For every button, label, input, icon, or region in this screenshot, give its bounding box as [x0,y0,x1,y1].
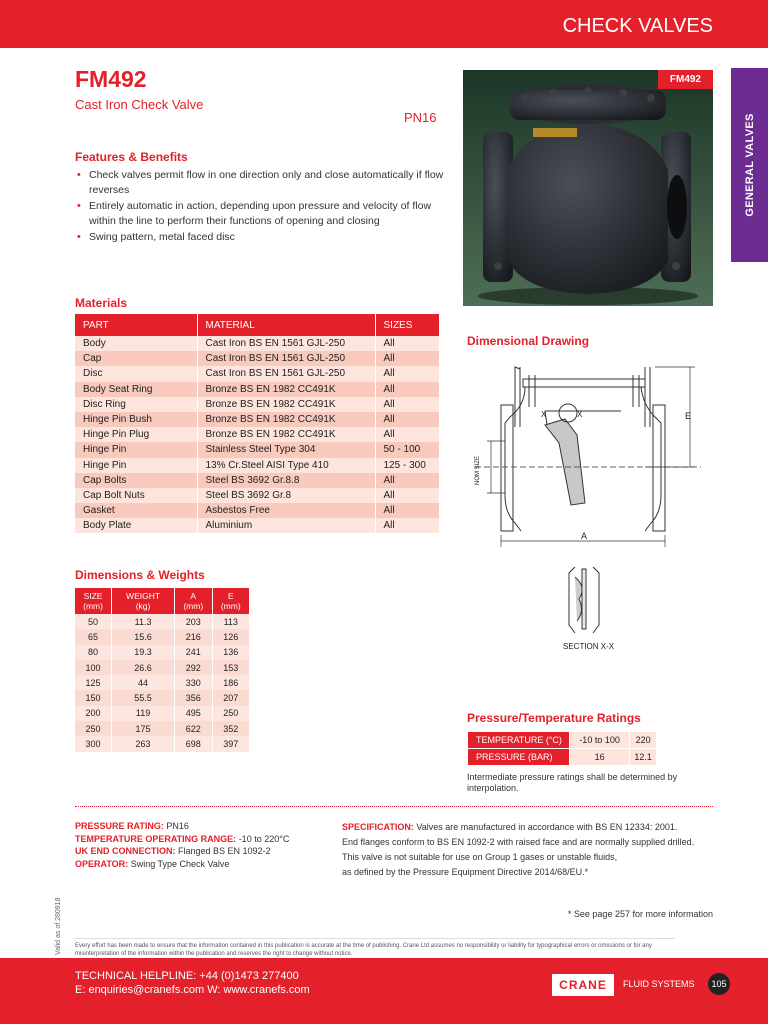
table-row [75,488,440,503]
photo-label: FM492 [658,70,713,89]
table-cell: 292 [175,660,212,675]
table-row [75,629,250,644]
drawing-label-x: X [541,410,547,419]
table-cell: Body Seat Ring [75,382,197,397]
drawing-heading: Dimensional Drawing [467,334,590,348]
table-cell: 241 [175,645,212,660]
column-header-unit: (kg) [135,601,151,611]
ratings-heading: Pressure/Temperature Ratings [467,711,641,725]
see-page-note: * See page 257 for more information [567,909,713,919]
table-cell: All [375,382,440,397]
table-row [75,412,440,427]
table-cell: 250 [75,721,112,736]
table-cell: All [375,351,440,366]
table-cell: 250 [212,706,250,721]
feature-item: • Swing pattern, metal faced disc [75,230,445,245]
table-cell: All [375,336,440,351]
table-cell: 153 [212,660,250,675]
spec-line: Valves are manufactured in accordance with BS EN 12334: 2001. [416,822,678,832]
column-header-name: WEIGHT [126,591,161,601]
table-cell: Cast Iron BS EN 1561 GJL-250 [197,351,375,366]
spec-summary [75,820,335,870]
table-cell: 125 [75,675,112,690]
rating-value: -10 to 100 [570,732,630,749]
table-cell: Body [75,336,197,351]
dimensional-drawing [465,355,710,655]
table-cell: 55.5 [112,690,175,705]
table-row [75,690,250,705]
table-row [75,614,250,629]
table-cell: 119 [112,706,175,721]
disclaimer: Every effort has been made to ensure that the information contained in this publication is accurate at the time of publishing. Crane Ltd assumes no responsibility or liability for typographical errors or omissions or for any misinterpretation of the information within the publication and reserves the right to change without notice. [75,938,675,958]
ratings-table [467,731,657,766]
spec-line: as defined by the Pressure Equipment Directive 2014/68/EU.* [342,867,589,877]
feature-item: • Entirely automatic in action, depending upon pressure and velocity of flow within the line to perform their functions of opening and closing [75,199,445,229]
table-cell: 65 [75,629,112,644]
table-cell: Steel BS 3692 Gr.8.8 [197,473,375,488]
table-cell: Bronze BS EN 1982 CC491K [197,382,375,397]
table-cell: All [375,503,440,518]
table-cell: Hinge Pin [75,442,197,457]
column-header: PART [75,314,197,336]
column-header-name: E [227,591,234,601]
table-cell: 397 [212,736,250,751]
table-cell: All [375,488,440,503]
features-list [75,168,445,246]
dimensions-table [75,588,250,752]
column-header [212,588,250,614]
table-cell: 50 [75,614,112,629]
rating-label: TEMPERATURE (°C) [468,732,570,749]
table-row [75,427,440,442]
materials-heading: Materials [75,296,128,310]
drawing-label-section: SECTION X-X [563,642,615,651]
table-cell: Bronze BS EN 1982 CC491K [197,427,375,442]
table-cell: Cap [75,351,197,366]
table-row [75,442,440,457]
table-cell: 100 [75,660,112,675]
table-cell: 698 [175,736,212,751]
table-cell: All [375,412,440,427]
table-cell: 15.6 [112,629,175,644]
table-cell: Disc [75,366,197,381]
table-cell: 19.3 [112,645,175,660]
table-cell: Hinge Pin Bush [75,412,197,427]
side-tab-label: GENERAL VALVES [743,113,756,217]
table-row [75,503,440,518]
dimensions-heading: Dimensions & Weights [75,568,205,582]
table-cell: 44 [112,675,175,690]
table-cell: All [375,397,440,412]
table-row [75,706,250,721]
column-header [112,588,175,614]
table-row [75,736,250,751]
rating-value: 12.1 [630,749,657,766]
table-cell: 330 [175,675,212,690]
table-cell: Bronze BS EN 1982 CC491K [197,397,375,412]
table-cell: All [375,366,440,381]
table-cell: Hinge Pin Plug [75,427,197,442]
table-cell: 175 [112,721,175,736]
spec-label: PRESSURE RATING: [75,821,164,831]
table-cell: 203 [175,614,212,629]
spec-value: PN16 [166,821,189,831]
table-cell: Gasket [75,503,197,518]
crane-logo: CRANE [552,974,614,996]
section-title: CHECK VALVES [562,15,713,37]
table-cell: Asbestos Free [197,503,375,518]
column-header-name: A [190,591,197,601]
features-heading: Features & Benefits [75,150,188,164]
spec-line: This valve is not suitable for use on Group 1 gases or unstable fluids, [342,852,618,862]
spec-value: -10 to 220°C [238,833,290,844]
table-cell: Hinge Pin [75,458,197,473]
table-cell: 200 [75,706,112,721]
materials-table [75,314,440,533]
column-header-unit: (mm) [220,601,241,611]
rating-value: 16 [570,749,630,766]
spec-label: UK END CONNECTION: [75,846,176,856]
table-cell: Aluminium [197,518,375,533]
column-header: MATERIAL [197,314,375,336]
ratings-note: Intermediate pressure ratings shall be determined by interpolation. [467,772,678,793]
table-row [468,732,657,749]
table-cell: 186 [212,675,250,690]
spec-label: SPECIFICATION: [342,822,414,832]
drawing-label-a: A [581,531,588,541]
drawing-label-nom: NOM SIZE [475,455,481,485]
table-cell: 356 [175,690,212,705]
product-subtitle: Cast Iron Check Valve [75,97,204,112]
table-row [75,458,440,473]
table-cell: Stainless Steel Type 304 [197,442,375,457]
page-number: 105 [708,973,730,995]
table-cell: 495 [175,706,212,721]
table-cell: All [375,518,440,533]
table-cell: 150 [75,690,112,705]
table-header-row [75,588,250,614]
spec-label: OPERATOR: [75,858,129,869]
rating-label: PRESSURE (BAR) [468,749,570,766]
table-cell: 80 [75,645,112,660]
table-row [75,645,250,660]
table-row [75,336,440,351]
column-header: SIZES [375,314,440,336]
table-cell: 126 [212,629,250,644]
table-header-row [75,314,440,336]
table-cell: Disc Ring [75,397,197,412]
helpline [75,969,310,997]
spec-label: TEMPERATURE OPERATING RANGE: [75,833,237,844]
helpline-phone[interactable]: TECHNICAL HELPLINE: +44 (0)1473 277400 [75,970,299,982]
table-cell: Body Plate [75,518,197,533]
table-cell: 11.3 [112,614,175,629]
table-row [75,721,250,736]
table-row [75,660,250,675]
column-header-unit: (mm) [83,601,103,611]
product-code: FM492 [75,66,147,92]
helpline-contact[interactable]: E: enquiries@cranefs.com W: www.cranefs.com [75,984,310,996]
table-cell: Cast Iron BS EN 1561 GJL-250 [197,366,375,381]
table-cell: 50 - 100 [375,442,440,457]
side-tab[interactable] [731,68,768,262]
spec-value: Swing Type Check Valve [130,858,230,869]
table-cell: 263 [112,736,175,751]
header-bar [0,0,768,48]
table-cell: Cap Bolts [75,473,197,488]
product-photo [463,70,713,306]
table-cell: 113 [212,614,250,629]
drawing-label-x: X [577,410,583,419]
table-row [75,473,440,488]
table-cell: Bronze BS EN 1982 CC491K [197,412,375,427]
column-header-unit: (mm) [183,601,204,611]
table-row [75,366,440,381]
table-cell: Cap Bolt Nuts [75,488,197,503]
spec-value: Flanged BS EN 1092-2 [178,846,271,856]
feature-item: • Check valves permit flow in one direction only and close automatically if flow reverses [75,168,445,198]
table-cell: 125 - 300 [375,458,440,473]
table-cell: All [375,427,440,442]
table-cell: 136 [212,645,250,660]
table-cell: 207 [212,690,250,705]
table-cell: 216 [175,629,212,644]
table-row [75,397,440,412]
valid-date: Valid as of 280918 [55,897,62,955]
table-cell: 352 [212,721,250,736]
pressure-class: PN16 [404,110,437,125]
division-name: FLUID SYSTEMS [623,979,695,989]
table-row [75,351,440,366]
rating-value: 220 [630,732,657,749]
table-cell: 300 [75,736,112,751]
drawing-label-e: E [685,411,692,421]
table-row [75,675,250,690]
table-cell: Cast Iron BS EN 1561 GJL-250 [197,336,375,351]
table-row [468,749,657,766]
column-header [75,588,112,614]
table-row [75,382,440,397]
specification-block [342,820,714,880]
column-header-name: SIZE [83,591,103,601]
table-cell: 13% Cr.Steel AISI Type 410 [197,458,375,473]
valve-image [463,70,713,306]
spec-line: End flanges conform to BS EN 1092-2 with raised face and are normally supplied drilled. [342,837,695,847]
table-cell: 622 [175,721,212,736]
table-cell: Steel BS 3692 Gr.8 [197,488,375,503]
table-cell: 26.6 [112,660,175,675]
divider [75,806,713,807]
table-cell: All [375,473,440,488]
column-header [175,588,212,614]
table-row [75,518,440,533]
